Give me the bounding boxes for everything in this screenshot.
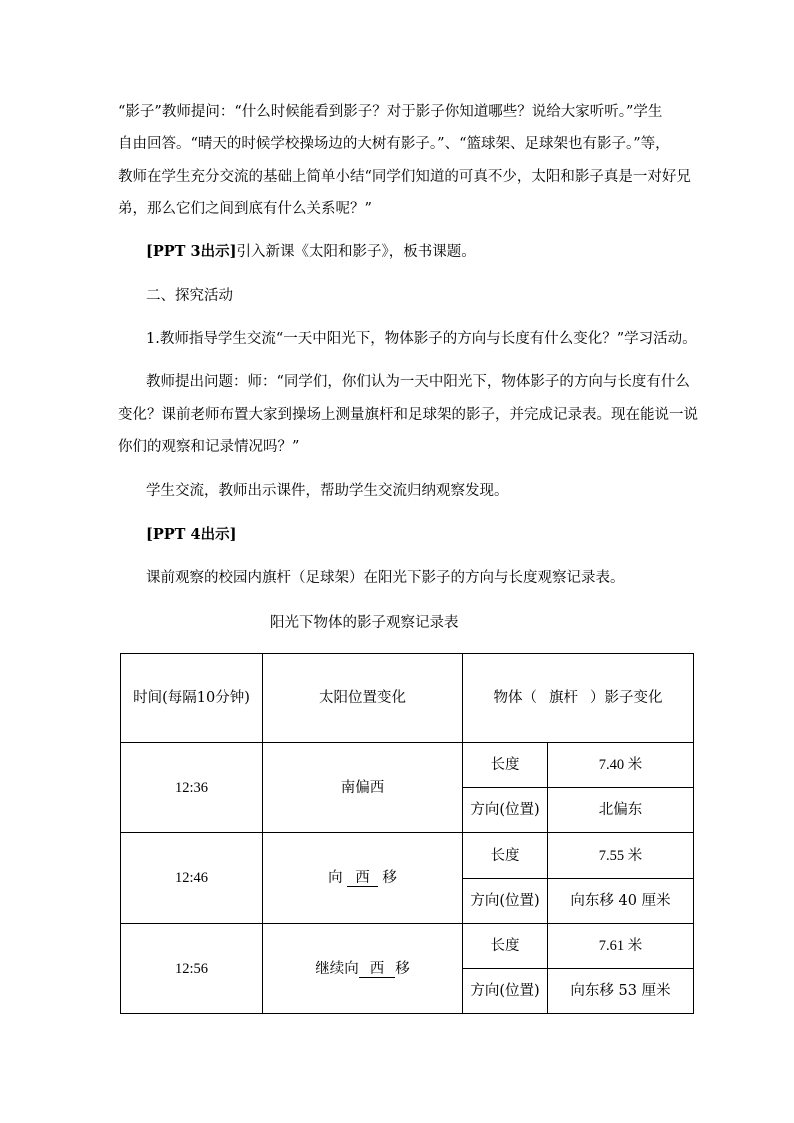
sun-prefix: 继续向 <box>315 960 359 977</box>
length-label: 长度 <box>463 924 548 969</box>
length-label: 长度 <box>463 743 548 788</box>
sun-suffix: 移 <box>395 960 410 977</box>
activity-item: 1.教师指导学生交流“一天中阳光下，物体影子的方向与长度有什么变化？”学习活动。 <box>146 331 697 347</box>
paragraph-line: 你们的观察和记录情况吗？” <box>118 439 300 455</box>
sun-prefix: 向 <box>328 870 343 886</box>
direction-value: 向东移 53 厘米 <box>548 969 694 1014</box>
paragraph-line: 弟，那么它们之间到底有什么关系呢？” <box>118 201 372 217</box>
length-value: 7.55 米 <box>548 833 694 879</box>
sun-fill-in: 西 <box>347 870 378 887</box>
header-object-suffix: ）影子变化 <box>590 690 663 706</box>
paragraph-line: 变化？课前老师布置大家到操场上测量旗杆和足球架的影子，并完成记录表。现在能说一说 <box>118 407 698 423</box>
header-time: 时间(每隔10分钟) <box>121 654 263 743</box>
ppt3-tag: [PPT 3出示] <box>146 243 237 260</box>
sun-cell <box>263 833 463 924</box>
paragraph-line: 自由回答。“晴天的时候学校操场边的大树有影子。”、“篮球架、足球架也有影子。”等， <box>118 136 670 152</box>
time-cell: 12:56 <box>121 924 263 1014</box>
sun-fill-in: 西 <box>359 961 396 978</box>
direction-value: 向东移 40 厘米 <box>548 879 694 924</box>
table-row <box>121 743 694 788</box>
length-value: 7.61 米 <box>548 924 694 969</box>
direction-label: 方向(位置) <box>463 969 548 1014</box>
header-object-name: 旗杆 <box>549 690 578 706</box>
table-row <box>121 924 694 969</box>
observation-table <box>120 653 694 1014</box>
sun-cell <box>263 924 463 1014</box>
table-header-row <box>121 654 694 743</box>
direction-label: 方向(位置) <box>463 788 548 833</box>
time-cell: 12:46 <box>121 833 263 924</box>
table-title: 阳光下物体的影子观察记录表 <box>270 615 459 631</box>
direction-value: 北偏东 <box>548 788 694 833</box>
time-cell: 12:36 <box>121 743 263 833</box>
paragraph-line: 课前观察的校园内旗杆（足球架）在阳光下影子的方向与长度观察记录表。 <box>146 570 625 586</box>
header-sun: 太阳位置变化 <box>263 654 463 743</box>
section-heading: 二、探究活动 <box>146 288 233 304</box>
paragraph-line: 教师提出问题：师：“同学们，你们认为一天中阳光下，物体影子的方向与长度有什么 <box>146 374 690 390</box>
paragraph-line: 学生交流，教师出示课件，帮助学生交流归纳观察发现。 <box>146 483 509 499</box>
table-row <box>121 833 694 879</box>
ppt4-tag: [PPT 4出示] <box>146 526 237 543</box>
direction-label: 方向(位置) <box>463 879 548 924</box>
paragraph-line: 教师在学生充分交流的基础上简单小结“同学们知道的可真不少，太阳和影子真是一对好兄 <box>118 169 691 185</box>
sun-cell: 南偏西 <box>263 743 463 833</box>
length-label: 长度 <box>463 833 548 879</box>
length-value: 7.40 米 <box>548 743 694 788</box>
sun-suffix: 移 <box>382 870 397 886</box>
ppt3-line <box>146 236 722 269</box>
header-object <box>463 654 694 743</box>
ppt3-text: 引入新课《太阳和影子》，板书课题。 <box>236 244 476 260</box>
header-object-prefix: 物体（ <box>493 690 537 706</box>
paragraph-line: “影子”教师提问：“什么时候能看到影子？对于影子你知道哪些？说给大家听听。”学生 <box>118 104 663 120</box>
